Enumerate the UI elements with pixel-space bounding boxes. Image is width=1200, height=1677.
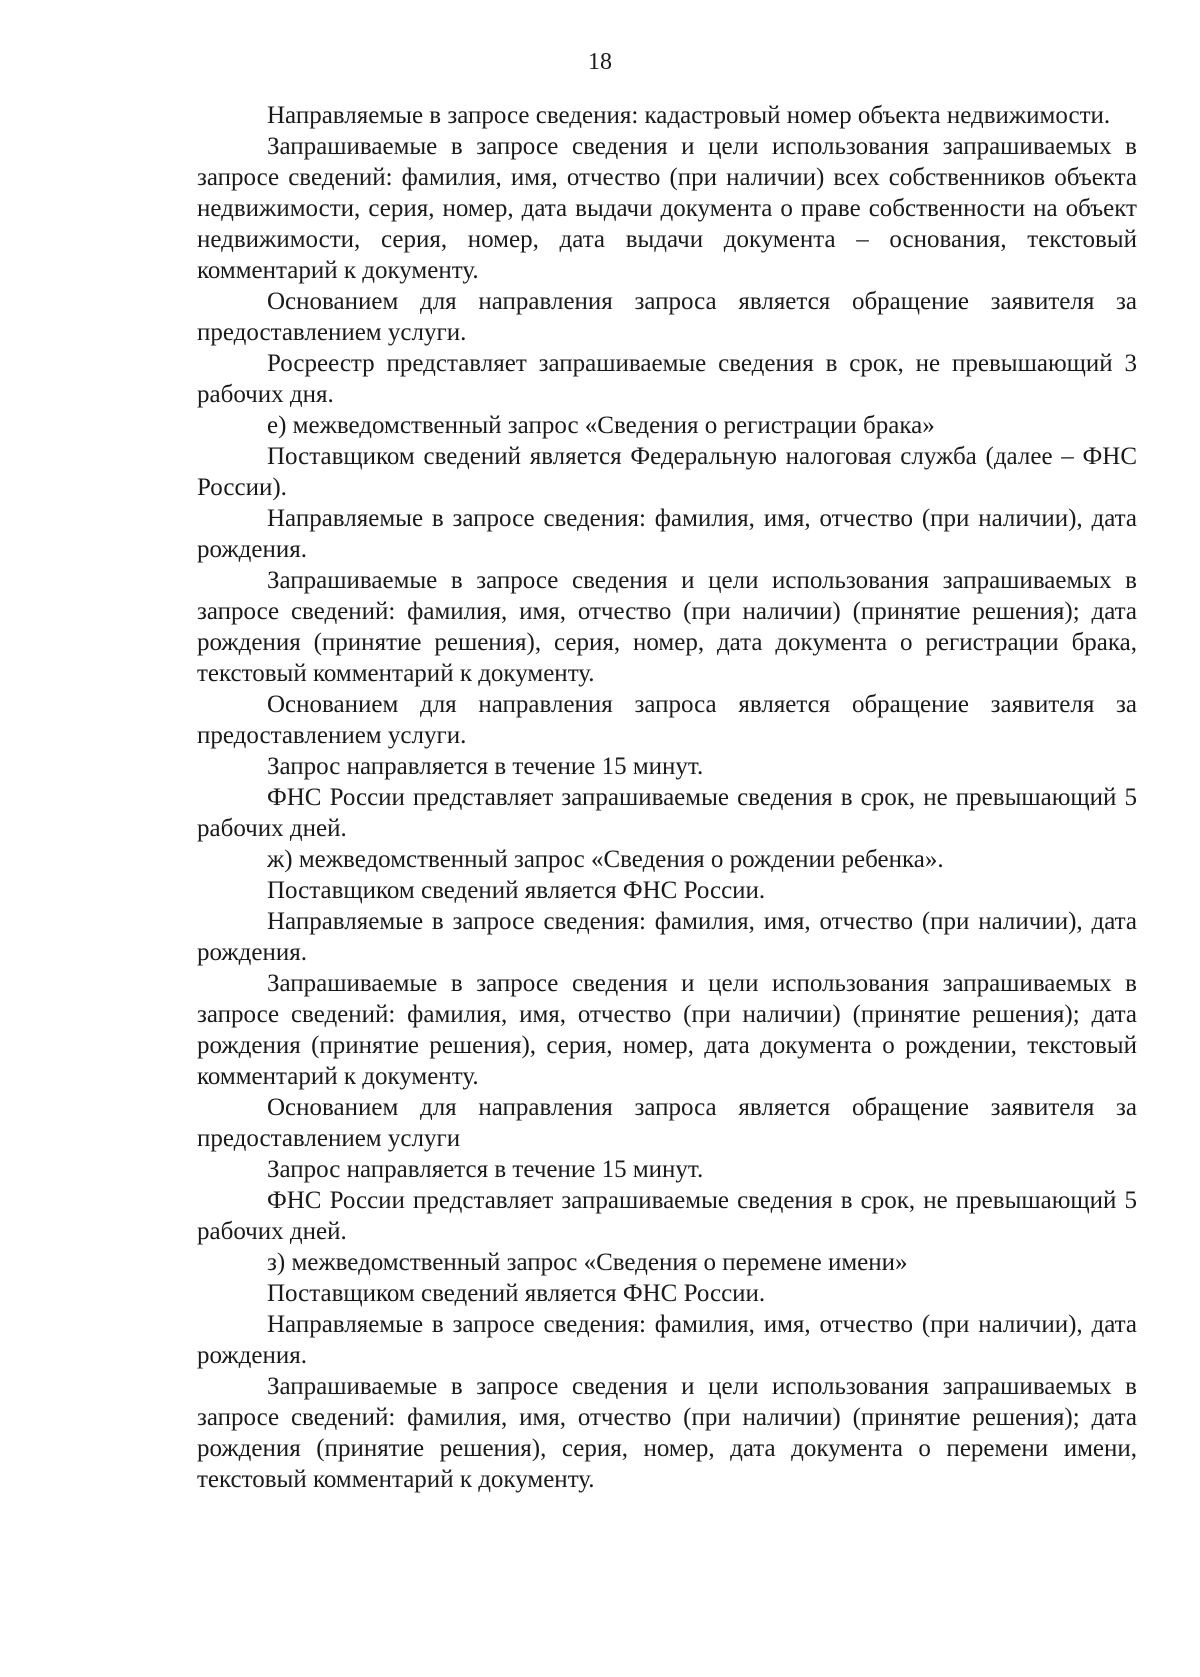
paragraph: Запрашиваемые в запросе сведения и цели использования запрашиваемых в запросе сведений: фамилия, имя, отчество (при наличии) (принятие решения); дата рождения (принятие решения), серия, номер, дата документа о перемени имени, текстовый комментарий к документу. — [197, 1373, 1137, 1493]
paragraph: Запрашиваемые в запросе сведения и цели использования запрашиваемых в запросе сведений: фамилия, имя, отчество (при наличии) (принятие решения); дата рождения (принятие решения), серия, номер, дата документа о регистрации брака, текстовый комментарий к документу. — [197, 567, 1137, 687]
paragraph: Основанием для направления запроса является обращение заявителя за предоставлением услуги — [197, 1094, 1137, 1152]
page-number: 18 — [588, 49, 612, 75]
paragraph: Запрашиваемые в запросе сведения и цели использования запрашиваемых в запросе сведений: фамилия, имя, отчество (при наличии) (принятие решения); дата рождения (принятие решения), серия, номер, дата документа о рождении, текстовый комментарий к документу. — [197, 970, 1137, 1090]
paragraph: Поставщиком сведений является Федеральную налоговая служба (далее – ФНС России). — [197, 443, 1137, 501]
body-text — [197, 100, 1137, 1495]
paragraph: Основанием для направления запроса является обращение заявителя за предоставлением услуги. — [197, 691, 1137, 749]
paragraph: Поставщиком сведений является ФНС России. — [267, 1280, 766, 1307]
paragraph: Направляемые в запросе сведения: фамилия, имя, отчество (при наличии), дата рождения. — [197, 505, 1137, 563]
paragraph: Запрашиваемые в запросе сведения и цели использования запрашиваемых в запросе сведений: фамилия, имя, отчество (при наличии) всех собственников объекта недвижимости, серия, номер, дата выдачи документа о праве собственности на объект недвижимости, серия, номер, дата выдачи документа – основания, текстовый комментарий к документу. — [197, 133, 1137, 284]
paragraph: ФНС России представляет запрашиваемые сведения в срок, не превышающий 5 рабочих дней. — [197, 784, 1137, 842]
paragraph: Направляемые в запросе сведения: кадастровый номер объекта недвижимости. — [267, 102, 1111, 129]
paragraph: Направляемые в запросе сведения: фамилия, имя, отчество (при наличии), дата рождения. — [197, 1311, 1137, 1369]
paragraph: Запрос направляется в течение 15 минут. — [267, 1156, 704, 1183]
paragraph: ж) межведомственный запрос «Сведения о рождении ребенка». — [267, 846, 944, 873]
paragraph: Росреестр представляет запрашиваемые сведения в срок, не превышающий 3 рабочих дня. — [197, 350, 1137, 408]
paragraph: Основанием для направления запроса является обращение заявителя за предоставлением услуги. — [197, 288, 1137, 346]
paragraph: Поставщиком сведений является ФНС России. — [267, 877, 766, 904]
paragraph: з) межведомственный запрос «Сведения о перемене имени» — [267, 1249, 908, 1276]
paragraph: ФНС России представляет запрашиваемые сведения в срок, не превышающий 5 рабочих дней. — [197, 1187, 1137, 1245]
paragraph: Направляемые в запросе сведения: фамилия, имя, отчество (при наличии), дата рождения. — [197, 908, 1137, 966]
paragraph: Запрос направляется в течение 15 минут. — [267, 753, 704, 780]
paragraph: е) межведомственный запрос «Сведения о регистрации брака» — [267, 412, 935, 439]
